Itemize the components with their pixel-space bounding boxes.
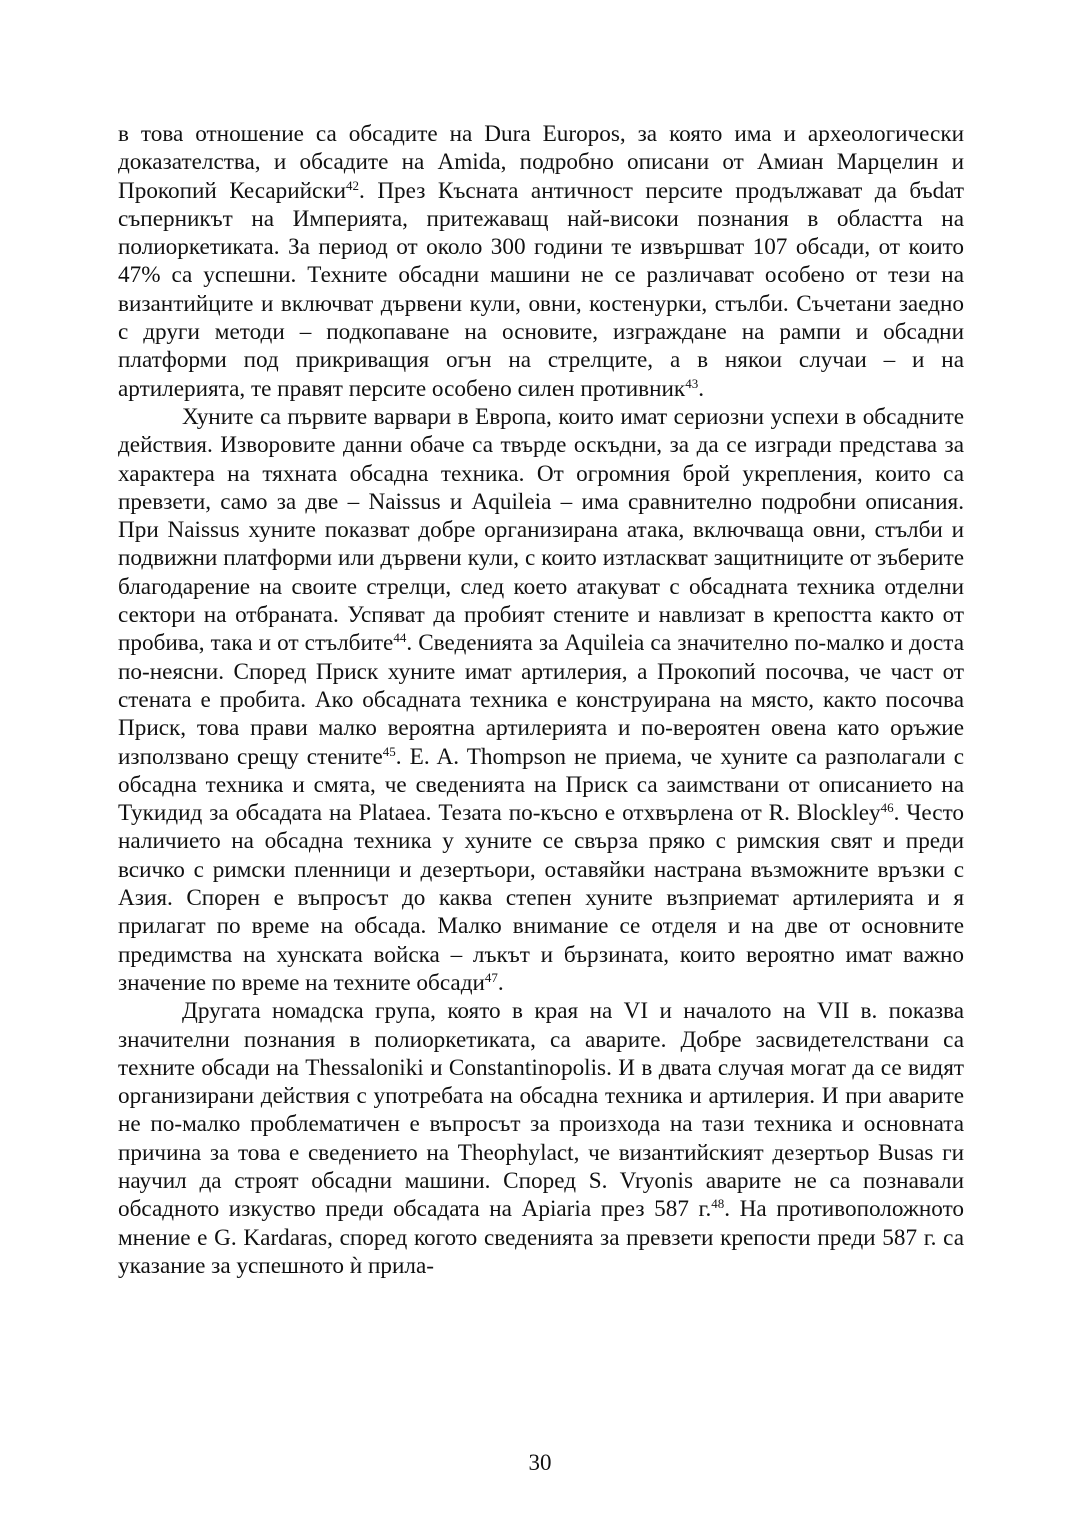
text-segment: . Често наличието на обсадна техника у хуните се свърза пряко с римския свят и преди всичко с римски пленници и дезертьори, оставяйки настрана възможните връзки с Азия. Спорен е въпросът до каква степен хуните възприемат артилерията и я прилагат по време на обсада. Малко внимание се отделя и на две от основните предимства на хунската войска – лъкът и бързината, които вероятно имат важно значение по време на техните обсади bbox=[118, 800, 964, 996]
footnote-marker: 43 bbox=[685, 375, 699, 391]
footnote-marker: 47 bbox=[484, 969, 498, 985]
page-body bbox=[118, 120, 964, 1280]
text-segment: в това отношение са обсадите на Dura Europos, за която има и археологически доказателства, и обсадите на Amida, подробно описани от Амиан Марцелин и Прокопий Кесарийски bbox=[118, 121, 964, 204]
text-segment: . На противоположното мнение е G. Kardaras, според когото сведенията за превзети крепости преди 587 г. са указание за успешното ѝ прила- bbox=[118, 1196, 964, 1279]
paragraph bbox=[118, 120, 964, 403]
footnote-marker: 44 bbox=[393, 630, 407, 646]
text-segment: . bbox=[497, 969, 504, 996]
footnote-marker: 42 bbox=[346, 177, 360, 193]
text-segment: . E. A. Thompson не приема, че хуните са разполагали с обсадна техника и смята, че сведенията на Приск са заимствани от описанието на Тукидид за обсадата на Plataea. Тезата по-късно е отхвърлена от R. Blockley bbox=[118, 743, 964, 827]
paragraph bbox=[118, 997, 964, 1280]
text-segment: Другата номадска група, която в края на VI и началото на VII в. показва значителни познания в полиоркетиката, са аварите. Добре засвидетелствани са техните обсади на Thessaloniki и Constantinopolis. И в двата случая могат да се видят организирани действия с употребата на обсадна техника и артилерия. И при аварите не по-малко проблематичен е въпросът за произхода на тази техника и основната причина за това е сведението на Theophylact, че византийският дезертьор Busas ги научил да строят обсадни машини. Според S. Vryonis аварите не са познавали обсадното изкуство преди обсадата на Apiaria през 587 г. bbox=[118, 998, 964, 1223]
footnote-marker: 48 bbox=[711, 1196, 725, 1212]
text-segment: . Сведенията за Aquileia са значително по-малко и доста по-неясни. Според Приск хуните имат артилерия, а Прокопий посочва, че част от стената е пробита. Ако обсадната техника е конструирана на място, както посочва Приск, това прави малко вероятна артилерията и по-вероятен овена като оръжие използвано срещу стените bbox=[118, 630, 964, 770]
text-segment: . През Късната античност персите продължават да бъdат съперникът на Империята, притежаващ най-високи познания в областта на полиоркетиката. За период от около 300 години те извършват 107 обсади, от които 47% са успешни. Техните обсадни машини не се различават особено от тези на византийците и включват дървени кули, овни, костенурки, стълби. Съчетани заедно с други методи – подкопаване на основите, изграждане на рампи и обсадни платформи под прикриващия огън на стрелците, а в някои случаи – и на артилерията, те правят персите особено силен противник bbox=[118, 177, 964, 402]
text-segment: Хуните са първите варвари в Европа, които имат сериозни успехи в обсадните действия. Изворовите данни обаче са твърде оскъдни, за да се изгради представа за характера на тяхната обсадна техника. От огромния брой укрепления, които са превзети, само за две – Naissus и Aquileia – има сравнително подробни описания. При Naissus хуните показват добре организирана атака, включваща овни, стълби и подвижни платформи или дървени кули, с които изтласкват защитниците от зъберите благодарение на своите стрелци, след което атакуват с обсадната техника отделни сектори на отбраната. Успяват да пробият стените и навлизат в крепостта както от пробива, така и от стълбите bbox=[118, 403, 964, 657]
text-segment: . bbox=[698, 375, 704, 402]
page-number: 30 bbox=[528, 1450, 552, 1475]
paragraph bbox=[118, 403, 964, 997]
footnote-marker: 45 bbox=[382, 743, 396, 759]
footnote-marker: 46 bbox=[880, 800, 894, 816]
